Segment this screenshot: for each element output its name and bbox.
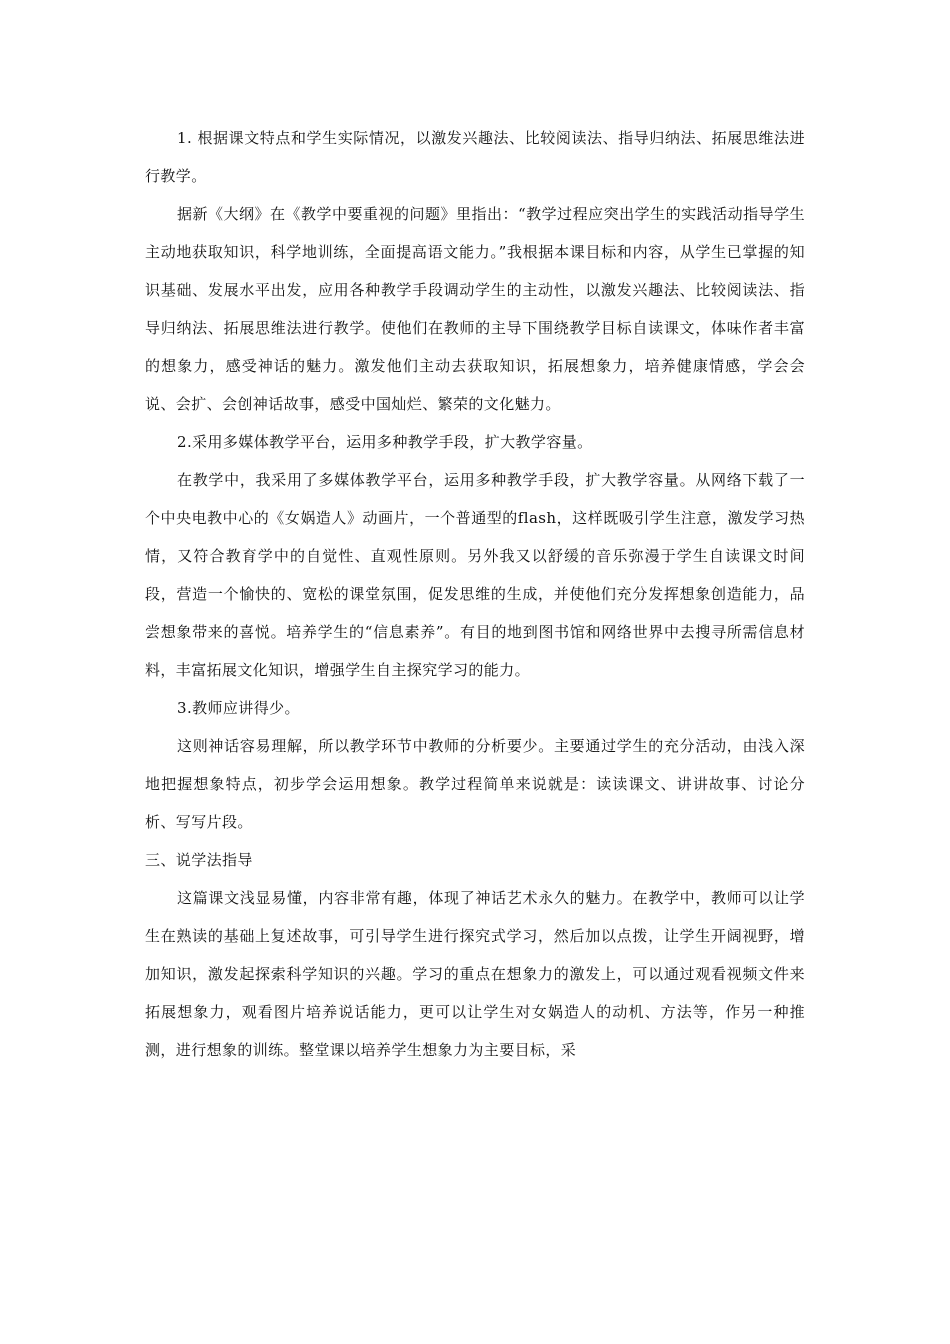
paragraph-method-3: 3.教师应讲得少。	[177, 699, 300, 717]
paragraph-syllabus-quote: 据新《大纲》在《教学中要重视的问题》里指出：“教学过程应突出学生的实践活动指导学生主动地获取知识，科学地训练，全面提高语文能力。”我根据本课目标和内容，从学生已掌握的知识基础、发展水平出发，应用各种教学手段调动学生的主动性，以激发兴趣法、比较阅读法、指导归纳法、拓展思维法进行教学。使他们在教师的主导下围绕教学目标自读课文，体味作者丰富的想象力，感受神话的魅力。激发他们主动去获取知识，拓展想象力，培养健康情感，学会会说、会扩、会创神话故事，感受中国灿烂、繁荣的文化魅力。	[145, 205, 805, 413]
paragraph-method-1: 1. 根据课文特点和学生实际情况，以激发兴趣法、比较阅读法、指导归纳法、拓展思维法进行教学。	[145, 129, 805, 185]
document-body	[145, 119, 805, 1069]
paragraph-multimedia: 在教学中，我采用了多媒体教学平台，运用多种教学手段，扩大教学容量。从网络下载了一个中央电教中心的《女娲造人》动画片，一个普通型的flash，这样既吸引学生注意，激发学习热情，又符合教育学中的自觉性、直观性原则。另外我又以舒缓的音乐弥漫于学生自读课文时间段，营造一个愉快的、宽松的课堂氛围，促发思维的生成，并使他们充分发挥想象创造能力，品尝想象带来的喜悦。培养学生的“信息素养”。有目的地到图书馆和网络世界中去搜寻所需信息材料，丰富拓展文化知识，增强学生自主探究学习的能力。	[145, 471, 805, 679]
paragraph-learning-guidance: 这篇课文浅显易懂，内容非常有趣，体现了神话艺术永久的魅力。在教学中，教师可以让学生在熟读的基础上复述故事，可引导学生进行探究式学习，然后加以点拨，让学生开阔视野，增加知识，激发起探索科学知识的兴趣。学习的重点在想象力的激发上，可以通过观看视频文件来拓展想象力，观看图片培养说话能力，更可以让学生对女娲造人的动机、方法等，作另一种推测，进行想象的训练。整堂课以培养学生想象力为主要目标，采	[145, 889, 805, 1059]
paragraph-teaching-process: 这则神话容易理解，所以教学环节中教师的分析要少。主要通过学生的充分活动，由浅入深地把握想象特点，初步学会运用想象。教学过程简单来说就是：读读课文、讲讲故事、讨论分析、写写片段。	[145, 737, 805, 831]
section-heading-learning-method: 三、说学法指导	[145, 851, 253, 869]
paragraph-method-2: 2.采用多媒体教学平台，运用多种教学手段，扩大教学容量。	[177, 433, 593, 451]
